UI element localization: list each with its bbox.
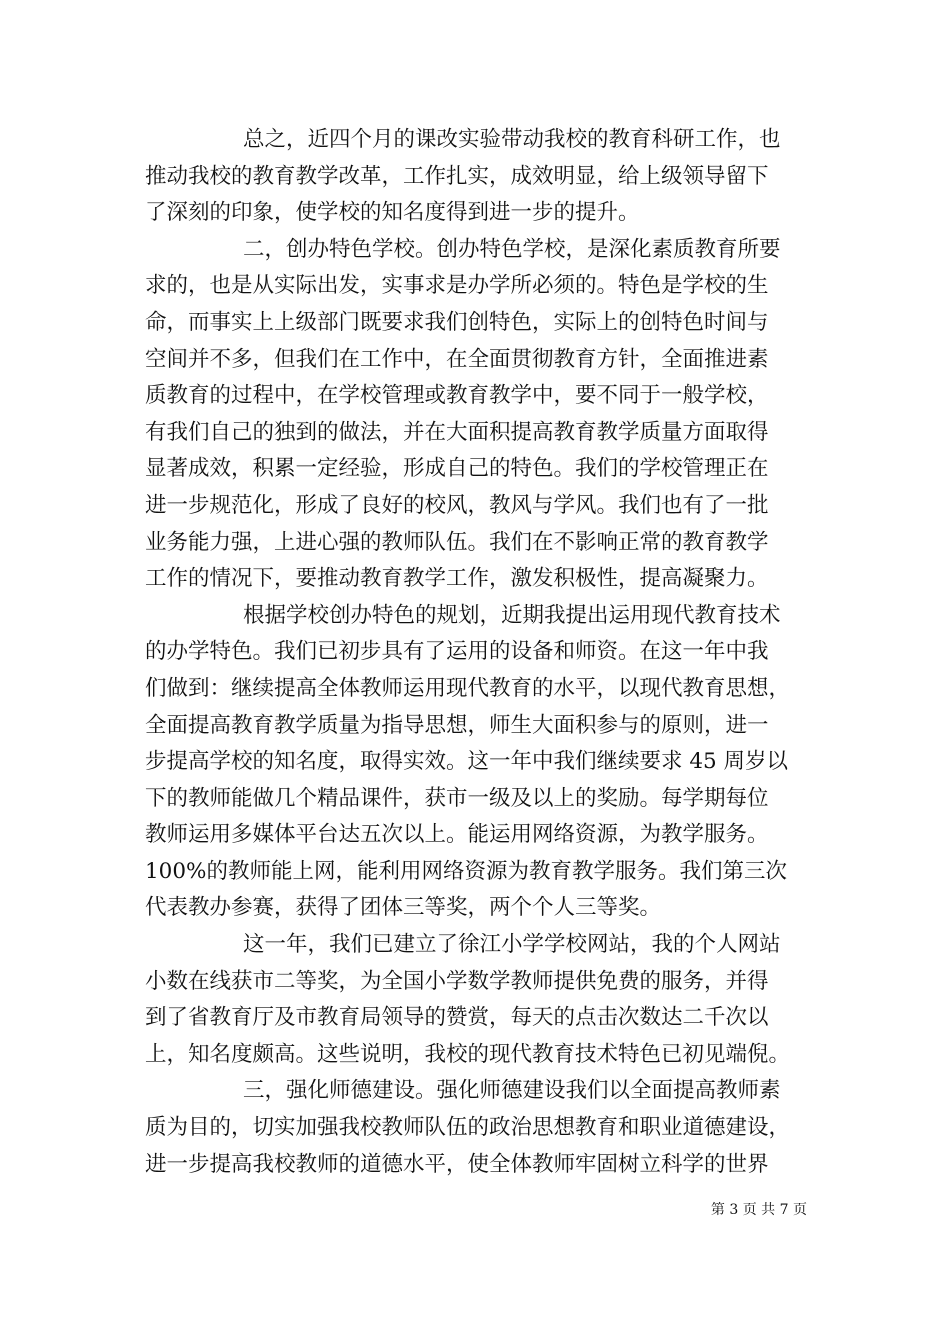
text-line: 们做到：继续提高全体教师运用现代教育的水平，以现代教育思想，: [145, 675, 791, 701]
text-line: 代表教办参赛，获得了团体三等奖，两个个人三等奖。: [145, 895, 662, 921]
text-line: 小数在线获市二等奖，为全国小学数学教师提供免费的服务，并得: [145, 968, 769, 994]
paragraph-2: [145, 232, 815, 598]
paragraph-5: [145, 1073, 815, 1183]
text-line: 有我们自己的独到的做法，并在大面积提高教育教学质量方面取得: [145, 419, 769, 445]
text-line: 空间并不多，但我们在工作中，在全面贯彻教育方针，全面推进素: [145, 346, 769, 372]
text-line: 显著成效，积累一定经验，形成自己的特色。我们的学校管理正在: [145, 456, 769, 482]
text-line: 上，知名度颇高。这些说明，我校的现代教育技术特色已初见端倪。: [145, 1041, 791, 1067]
text-line: 业务能力强，上进心强的教师队伍。我们在不影响正常的教育教学: [145, 529, 769, 555]
text-line: 步提高学校的知名度，取得实效。这一年中我们继续要求 45 周岁以: [145, 749, 789, 775]
text-line: 命，而事实上上级部门既要求我们创特色，实际上的创特色时间与: [145, 309, 769, 335]
text-line: 全面提高教育教学质量为指导思想，师生大面积参与的原则，进一: [145, 712, 769, 738]
text-line: 100%的教师能上网，能利用网络资源为教育教学服务。我们第三次: [145, 858, 787, 884]
text-line: 进一步提高我校教师的道德水平，使全体教师牢固树立科学的世界: [145, 1151, 769, 1177]
page-number-footer: 第 3 页 共 7 页: [710, 1202, 807, 1218]
text-line: 工作的情况下，要推动教育教学工作，激发积极性，提高凝聚力。: [145, 566, 769, 592]
text-line: 了深刻的印象，使学校的知名度得到进一步的提升。: [145, 200, 640, 226]
text-line: 总之，近四个月的课改实验带动我校的教育科研工作，也: [243, 127, 781, 152]
document-body: [145, 122, 815, 1183]
text-line: 到了省教育厅及市教育局领导的赞赏，每天的点击次数达二千次以: [145, 1005, 769, 1031]
text-line: 教师运用多媒体平台达五次以上。能运用网络资源，为教学服务。: [145, 822, 769, 848]
text-line: 进一步规范化，形成了良好的校风，教风与学风。我们也有了一批: [145, 492, 769, 518]
paragraph-1: [145, 122, 815, 232]
text-line: 推动我校的教育教学改革，工作扎实，成效明显，给上级领导留下: [145, 163, 769, 189]
text-line: 下的教师能做几个精品课件，获市一级及以上的奖励。每学期每位: [145, 785, 769, 811]
text-line: 的办学特色。我们已初步具有了运用的设备和师资。在这一年中我: [145, 639, 769, 665]
text-line: 质为目的，切实加强我校教师队伍的政治思想教育和职业道德建设，: [145, 1115, 791, 1141]
text-line: 三，强化师德建设。强化师德建设我们以全面提高教师素: [243, 1078, 781, 1104]
text-line: 根据学校创办特色的规划，近期我提出运用现代教育技术: [243, 602, 781, 628]
text-line: 这一年，我们已建立了徐江小学学校网站，我的个人网站: [243, 932, 781, 958]
text-line: 二，创办特色学校。创办特色学校，是深化素质教育所要: [243, 236, 781, 262]
paragraph-4: [145, 927, 815, 1073]
text-line: 质教育的过程中，在学校管理或教育教学中，要不同于一般学校，: [145, 383, 769, 409]
paragraph-3: [145, 598, 815, 927]
text-line: 求的，也是从实际出发，实事求是办学所必须的。特色是学校的生: [145, 273, 769, 299]
